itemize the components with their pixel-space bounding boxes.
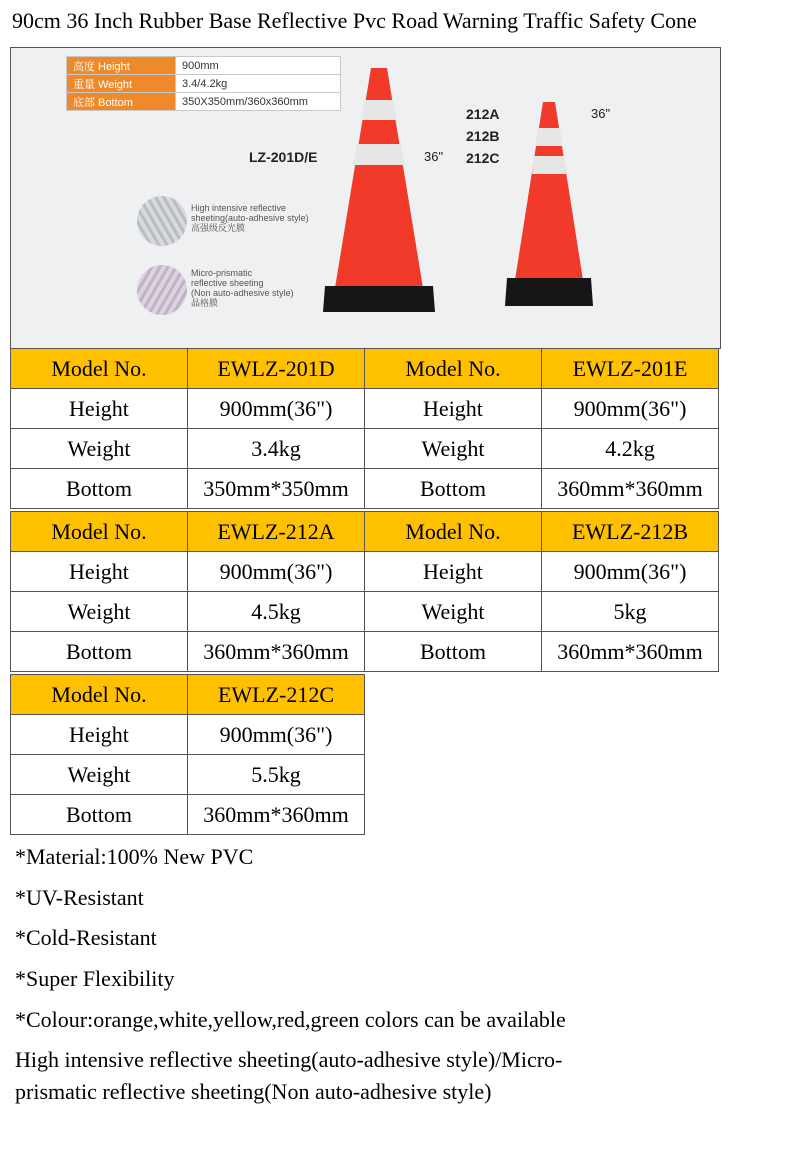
feature-cold: *Cold-Resistant: [15, 925, 157, 950]
prismatic-sheet-swatch: [137, 265, 187, 315]
spec-row: [67, 93, 341, 111]
table-row: Bottom 360mm*360mm: [11, 632, 365, 672]
model-label: Model No.: [11, 349, 188, 389]
model-label: Model No.: [365, 349, 542, 389]
size-label-right: 36": [591, 106, 611, 121]
feature-flexibility: *Super Flexibility: [15, 966, 175, 991]
model-label: Model No.: [11, 675, 188, 715]
table-row: Weight 3.4kg: [11, 429, 365, 469]
feature-uv: *UV-Resistant: [15, 885, 144, 910]
spec-value: 3.4/4.2kg: [176, 75, 341, 93]
product-image: [10, 47, 721, 349]
table-row: Bottom 360mm*360mm: [365, 469, 719, 509]
model-label-right-2: 212B: [466, 128, 500, 144]
table-row: Height 900mm(36"): [11, 715, 365, 755]
table-row: [11, 349, 365, 389]
cone-201-image: [319, 62, 439, 314]
page-title: 90cm 36 Inch Rubber Base Reflective Pvc Road Warning Traffic Safety Cone: [12, 8, 697, 33]
table-row: Weight 4.5kg: [11, 592, 365, 632]
model-label: Model No.: [11, 512, 188, 552]
model-value: EWLZ-212C: [188, 675, 365, 715]
sheeting-note: High intensive reflective sheeting(auto-adhesive style)/Micro-prismatic reflective sheeting(Non auto-adhesive style): [15, 1047, 563, 1104]
spec-table-212a: [10, 511, 365, 672]
sheet2-caption: Micro-prismatic reflective sheeting (Non auto-adhesive style) 晶格膜: [191, 268, 294, 308]
table-row: Bottom 350mm*350mm: [11, 469, 365, 509]
cone-212-image: [503, 98, 595, 308]
feature-material: *Material:100% New PVC: [15, 844, 254, 869]
table-row: Height 900mm(36"): [11, 552, 365, 592]
model-label-right-3: 212C: [466, 150, 500, 166]
spec-table-201e: [364, 348, 719, 509]
table-row: [11, 512, 365, 552]
model-value: EWLZ-201E: [542, 349, 719, 389]
spec-value: 350X350mm/360x360mm: [176, 93, 341, 111]
model-label-right-1: 212A: [466, 106, 500, 122]
spec-row: [67, 57, 341, 75]
table-row: Height 900mm(36"): [11, 389, 365, 429]
table-row: Height 900mm(36"): [365, 552, 719, 592]
spec-key: 重量 Weight: [67, 75, 176, 93]
spec-row: [67, 75, 341, 93]
table-row: Weight 4.2kg: [365, 429, 719, 469]
table-row: [365, 512, 719, 552]
spec-key: 底部 Bottom: [67, 93, 176, 111]
model-label: Model No.: [365, 512, 542, 552]
sheet1-caption: High intensive reflective sheeting(auto-adhesive style) 高强级反光膜: [191, 203, 309, 233]
spec-table-212b: [364, 511, 719, 672]
spec-table: [66, 56, 341, 111]
size-label-left: 36": [424, 149, 444, 164]
table-row: [365, 349, 719, 389]
reflective-sheet-swatch: [137, 196, 187, 246]
table-row: Bottom 360mm*360mm: [365, 632, 719, 672]
feature-colour: *Colour:orange,white,yellow,red,green colors can be available: [15, 1007, 566, 1032]
table-row: Height 900mm(36"): [365, 389, 719, 429]
table-row: Bottom 360mm*360mm: [11, 795, 365, 835]
spec-table-212c: [10, 674, 365, 835]
model-label-left: LZ-201D/E: [249, 149, 318, 165]
spec-value: 900mm: [176, 57, 341, 75]
model-value: EWLZ-212B: [542, 512, 719, 552]
table-row: Weight 5.5kg: [11, 755, 365, 795]
table-row: Weight 5kg: [365, 592, 719, 632]
table-row: [11, 675, 365, 715]
spec-table-201d: [10, 348, 365, 509]
spec-key: 高度 Height: [67, 57, 176, 75]
model-value: EWLZ-201D: [188, 349, 365, 389]
model-value: EWLZ-212A: [188, 512, 365, 552]
